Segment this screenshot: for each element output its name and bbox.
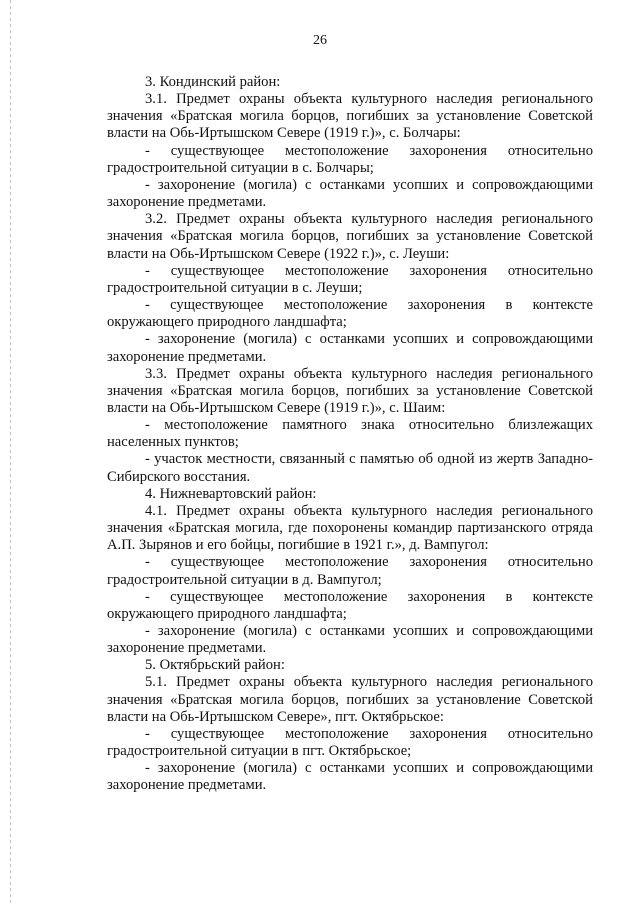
list-item: - существующее местоположение захоронения относительно градостроительной ситуации в д. Вампугол; bbox=[107, 554, 593, 588]
section-heading-kondinsky: 3. Кондинский район: bbox=[145, 74, 281, 90]
section-heading-oktyabrsky: 5. Октябрьский район: bbox=[145, 657, 285, 674]
section-heading-nizhnevartovsky: 4. Нижневартовский район: bbox=[145, 485, 317, 502]
list-item: - существующее местоположение захоронения в контексте окружающего природного ландшафта; bbox=[107, 588, 593, 622]
list-item: - существующее местоположение захоронения относительно градостроительной ситуации в пгт. Октябрьское; bbox=[107, 725, 593, 760]
paragraph-5-1: 5.1. Предмет охраны объекта культурного наследия регионального значения «Братская могила борцов, погибших за установление Советской власти на Обь-Иртышском Севере», пгт. Октябрьское: bbox=[107, 674, 593, 725]
list-item: - захоронение (могила) с останками усопших и сопровождающими захоронение предметами. bbox=[107, 760, 593, 794]
paragraph-3-3: 3.3. Предмет охраны объекта культурного наследия регионального значения «Братская могила борцов, погибших за установление Советской власти на Обь-Иртышском Севере (1919 г.)», с. Шаим: bbox=[107, 365, 593, 416]
page-number: 26 bbox=[313, 33, 327, 48]
list-item: - захоронение (могила) с останками усопших и сопровождающими захоронение предметами. bbox=[107, 176, 593, 211]
scan-edge bbox=[10, 0, 11, 905]
list-item: - существующее местоположение захоронения относительно градостроительной ситуации в с. Болчары; bbox=[107, 142, 593, 176]
paragraph-4-1: 4.1. Предмет охраны объекта культурного наследия регионального значения «Братская могила, где похоронены командир партизанского отряда А.П. Зырянов и его бойцы, погибшие в 1921 г.», д. Вампугол: bbox=[107, 502, 593, 554]
list-item: - существующее местоположение захоронения в контексте окружающего природного ландшафта; bbox=[107, 297, 593, 331]
list-item: - захоронение (могила) с останками усопших и сопровождающими захоронение предметами. bbox=[107, 331, 593, 365]
document-body bbox=[107, 74, 593, 795]
list-item: - существующее местоположение захоронения относительно градостроительной ситуации в с. Леуши; bbox=[107, 262, 593, 296]
list-item: - участок местности, связанный с памятью об одной из жертв Западно-Сибирского восстания. bbox=[107, 451, 593, 485]
paragraph-3-1: 3.1. Предмет охраны объекта культурного наследия регионального значения «Братская могила борцов, погибших за установление Советской власти на Обь-Иртышском Севере (1919 г.)», с. Болчары: bbox=[107, 91, 593, 142]
list-item: - местоположение памятного знака относительно близлежащих населенных пунктов; bbox=[107, 417, 593, 451]
paragraph-3-2: 3.2. Предмет охраны объекта культурного наследия регионального значения «Братская могила борцов, погибших за установление Советской власти на Обь-Иртышском Севере (1922 г.)», с. Леуши: bbox=[107, 211, 593, 262]
list-item: - захоронение (могила) с останками усопших и сопровождающими захоронение предметами. bbox=[107, 623, 593, 657]
